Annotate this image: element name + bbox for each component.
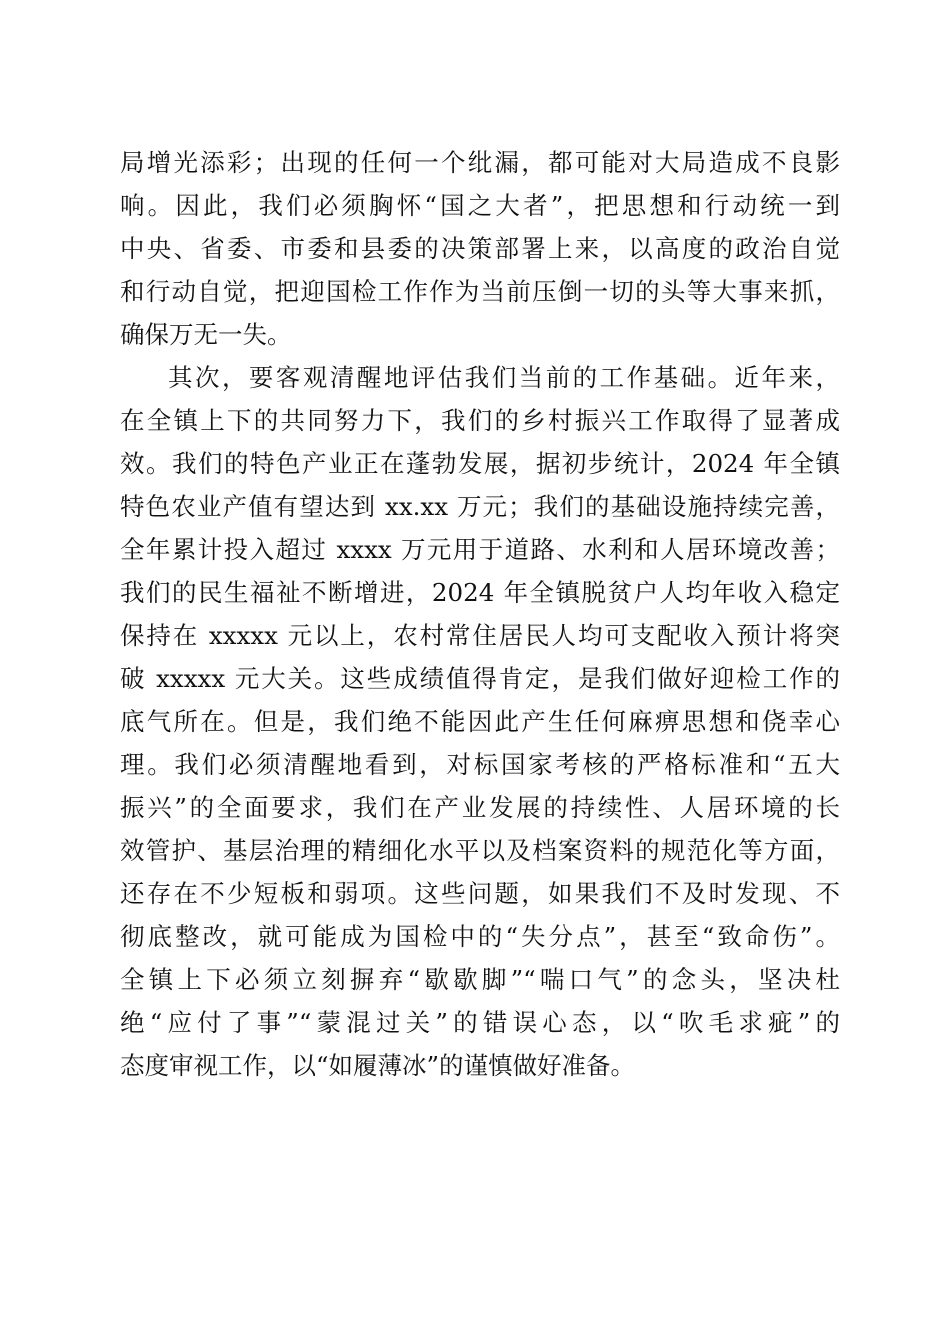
- text-line: 响。因此，我们必须胸怀“国之大者”，把思想和行动统一到: [120, 191, 840, 220]
- text-line: 理。我们必须清醒地看到，对标国家考核的严格标准和“五大: [120, 750, 840, 779]
- text-line: 破 xxxxx 元大关。这些成绩值得肯定，是我们做好迎检工作的: [120, 664, 840, 693]
- text-line: 还存在不少短板和弱项。这些问题，如果我们不及时发现、不: [120, 879, 840, 908]
- text-line: 局增光添彩；出现的任何一个纰漏，都可能对大局造成不良影: [120, 148, 840, 177]
- text-line: 彻底整改，就可能成为国检中的“失分点”，甚至“致命伤”。: [120, 922, 840, 951]
- text-line: 效。我们的特色产业正在蓬勃发展，据初步统计，2024 年全镇: [120, 449, 840, 478]
- document-body: [120, 141, 840, 1087]
- text-line: 特色农业产值有望达到 xx.xx 万元；我们的基础设施持续完善，: [120, 492, 840, 521]
- text-line: 全镇上下必须立刻摒弃“歇歇脚”“喘口气”的念头，坚决杜: [120, 965, 840, 994]
- text-line: 和行动自觉，把迎国检工作作为当前压倒一切的头等大事来抓，: [120, 277, 840, 306]
- text-line: 绝“应付了事”“蒙混过关”的错误心态，以“吹毛求疵”的: [120, 1008, 840, 1037]
- text-line: 我们的民生福祉不断增进，2024 年全镇脱贫户人均年收入稳定: [120, 578, 840, 607]
- text-line: 中央、省委、市委和县委的决策部署上来，以高度的政治自觉: [120, 234, 840, 263]
- text-line: 确保万无一失。: [120, 320, 292, 349]
- text-line: 在全镇上下的共同努力下，我们的乡村振兴工作取得了显著成: [120, 406, 840, 435]
- text-line: 振兴”的全面要求，我们在产业发展的持续性、人居环境的长: [120, 793, 840, 822]
- text-line: 保持在 xxxxx 元以上，农村常住居民人均可支配收入预计将突: [120, 621, 840, 650]
- text-line: 全年累计投入超过 xxxx 万元用于道路、水利和人居环境改善；: [120, 535, 840, 564]
- paragraph-1: [120, 141, 840, 356]
- text-line: 态度审视工作，以“如履薄冰”的谨慎做好准备。: [120, 1051, 636, 1080]
- text-line: 其次，要客观清醒地评估我们当前的工作基础。近年来，: [168, 363, 840, 392]
- text-line: 底气所在。但是，我们绝不能因此产生任何麻痹思想和侥幸心: [120, 707, 840, 736]
- text-line: 效管护、基层治理的精细化水平以及档案资料的规范化等方面，: [120, 836, 840, 865]
- paragraph-2: [120, 356, 840, 1087]
